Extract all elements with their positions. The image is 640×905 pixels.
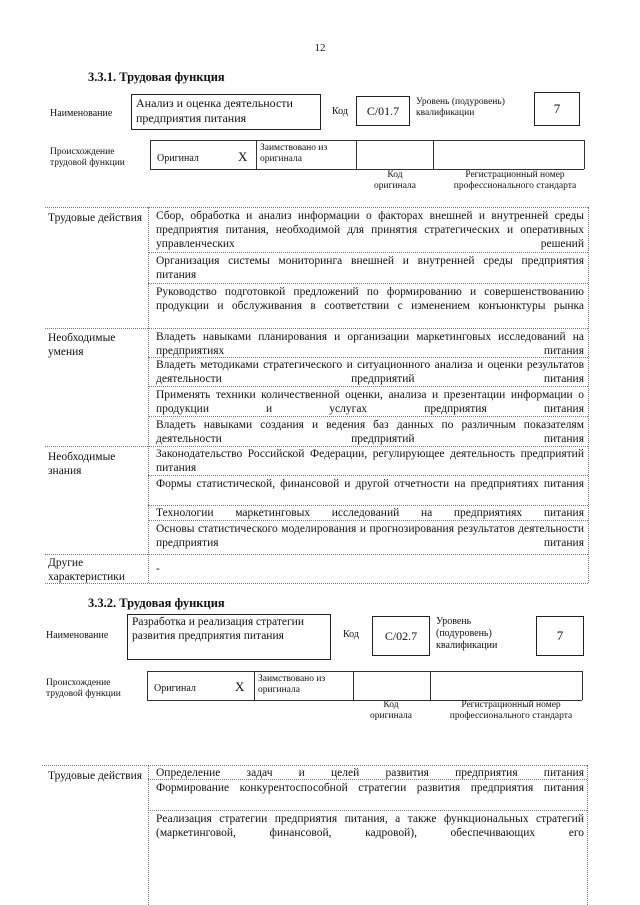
origin-divider [356,140,357,169]
knowledge-item: Законодательство Российской Федерации, регулирующее деятельность предприятий питания [156,448,584,474]
labor-action-item: Руководство подготовкой предложений по формированию и совершенствованию продукции и обслуживания в соответствии с изменением конъюнктуры рынка [156,286,584,312]
knowledge-item: Основы статистического моделирования и прогнозирования результатов деятельности предприятия питания [156,523,584,549]
table-column-divider [587,765,588,905]
table-column-divider [588,207,589,583]
x-mark: X [235,679,245,694]
labor-actions-label: Трудовые действия [48,770,143,782]
table-border [45,207,588,208]
skills-label: Необходимые умения [48,332,116,358]
origin-divider [254,671,255,700]
code-label: Код [332,106,348,117]
section-heading: 3.3.2. Трудовая функция [88,596,225,610]
labor-action-item: Сбор, обработка и анализ информации о факторах внешней и внутренней среды предприятия питания, необходимой для принятия стратегических и оперативных управленческих решений [156,210,584,250]
origin-left-border [150,140,151,169]
table-border [45,328,588,329]
table-column-divider [148,207,149,583]
knowledge-label: Необходимые знания [48,451,116,477]
knowledge-item: Технологии маркетинговых исследований на предприятиях питания [156,507,584,519]
knowledge-item: Формы статистической, финансовой и другой отчетности на предприятиях питания [156,478,584,490]
x-mark: X [238,149,248,164]
borrowed-label: Заимствовано из оригинала [260,143,328,164]
page-number: 12 [314,42,326,54]
section-heading: 3.3.1. Трудовая функция [88,70,225,84]
original-label: Оригинал [157,153,199,164]
code-label: Код [343,629,359,640]
code-value-box: С/02.7 [372,616,430,656]
cell-divider [148,475,588,476]
function-name-box: Разработка и реализация стратегии развития предприятия питания [127,614,331,660]
origin-divider [256,140,257,169]
origin-divider [353,671,354,700]
level-label: Уровень (подуровень) квалификации [436,616,498,651]
reg-number-label: Регистрационный номер профессионального стандарта [453,170,577,191]
other-label: Другие характеристики [48,557,126,583]
origin-top-border [147,671,582,672]
labor-action-item: Реализация стратегии предприятия питания, а также функциональных стратегий (маркетинговой, финансовой, кадровой), обеспечивающих его [156,813,584,839]
labor-action-item: Определение задач и целей развития предприятия питания [156,767,584,779]
table-border [45,554,588,555]
code-value-box: С/01.7 [356,96,410,126]
skill-item: Применять техники количественной оценки, анализа и презентации информации о продукции и услугах предприятия питания [156,389,584,415]
skill-item: Владеть методиками стратегического и ситуационного анализа и оценки результатов деятельности предприятий питания [156,359,584,385]
origin-right-border [582,671,583,700]
cell-divider [148,283,588,284]
level-label: Уровень (подуровень) квалификации [416,97,505,118]
table-column-divider [148,765,149,905]
skill-item: Владеть навыками планирования и организации маркетинговых исследований на предприятиях питания [156,331,584,357]
cell-divider [148,520,588,521]
labor-action-item: Формирование конкурентоспособной стратегии развития предприятия питания [156,782,584,794]
skill-item: Владеть навыками создания и ведения баз данных по различным показателям деятельности предприятий питания [156,419,584,445]
borrowed-label: Заимствовано из оригинала [258,674,326,695]
other-value: - [156,563,160,575]
origin-top-border [150,140,584,141]
origin-right-border [584,140,585,169]
origin-divider [430,671,431,700]
cell-divider [148,252,588,253]
origin-left-border [147,671,148,700]
origin-label: Происхождение трудовой функции [50,147,125,168]
code-original-label: Код оригинала [374,170,416,191]
function-name-box: Анализ и оценка деятельности предприятия питания [131,94,321,130]
level-value-box: 7 [536,616,584,656]
labor-action-item: Организация системы мониторинга внешней и внутренней среды предприятия питания [156,255,584,281]
cell-divider [148,386,588,387]
cell-divider [148,810,587,811]
origin-label: Происхождение трудовой функции [46,678,121,699]
name-label: Наименование [50,108,113,119]
code-original-label: Код оригинала [370,700,412,721]
labor-actions-label: Трудовые действия [48,212,143,224]
level-value-box: 7 [534,92,580,126]
reg-number-label: Регистрационный номер профессионального стандарта [449,700,573,721]
name-label: Наименование [46,630,109,641]
cell-divider [148,416,588,417]
original-label: Оригинал [154,683,196,694]
origin-divider [433,140,434,169]
